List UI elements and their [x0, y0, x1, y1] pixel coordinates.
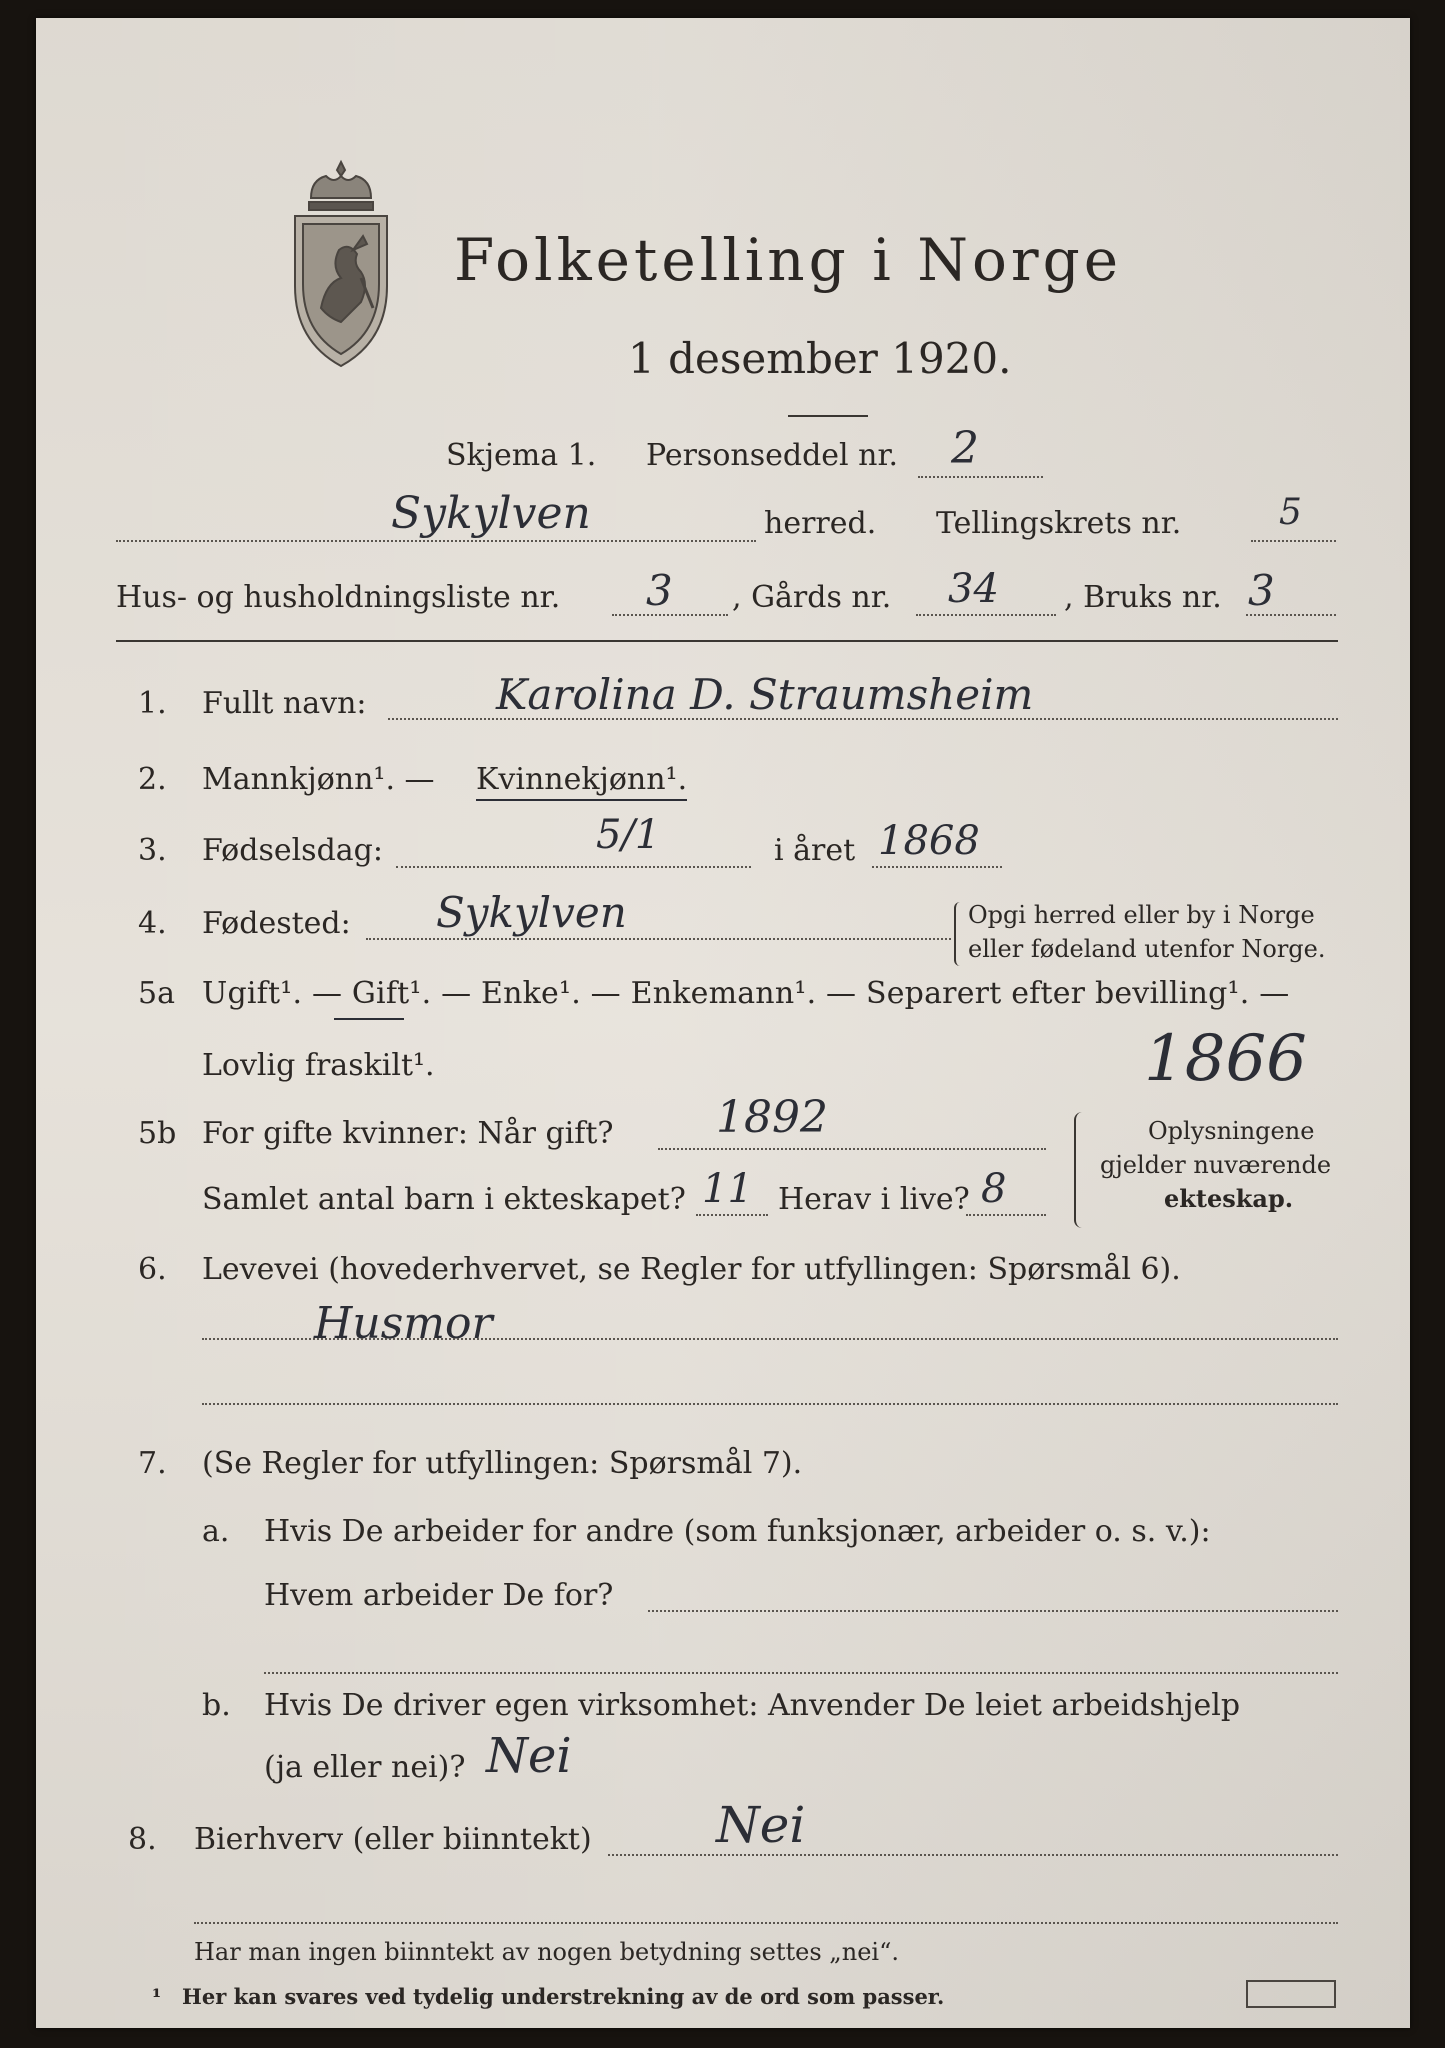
bruks-value: 3	[1248, 566, 1275, 615]
title-divider	[788, 415, 868, 417]
q4-note-brace	[954, 902, 966, 966]
q5a-options-line1: Ugift¹. — Gift¹. — Enke¹. — Enkemann¹. — Separert efter bevilling¹. —	[202, 976, 1290, 1011]
employer-line-1	[648, 1610, 1338, 1612]
liste-label: Hus- og husholdningsliste nr.	[116, 580, 561, 615]
herred-label: herred.	[764, 506, 877, 541]
footnote-mark: ¹	[152, 1984, 162, 2009]
alive-line	[966, 1214, 1046, 1216]
full-name-value: Karolina D. Straumsheim	[496, 670, 1034, 719]
personseddel-value: 2	[951, 423, 979, 474]
occupation-value: Husmor	[314, 1298, 493, 1349]
children-label: Samlet antal barn i ekteskapet?	[202, 1182, 686, 1217]
gards-line	[916, 614, 1056, 616]
side-income-value: Nei	[716, 1796, 806, 1854]
margin-note-value: 1866	[1144, 1022, 1307, 1096]
footer-note: Har man ingen biinntekt av nogen betydning settes „nei“.	[194, 1938, 899, 1966]
q3-number: 3.	[138, 833, 167, 868]
coat-of-arms-icon	[281, 158, 401, 373]
liste-value: 3	[646, 566, 673, 615]
q7a-letter: a.	[202, 1514, 230, 1549]
birthplace-value: Sykylven	[436, 888, 627, 937]
gards-value: 34	[948, 566, 999, 612]
q2-male-option: Mannkjønn¹. —	[202, 762, 435, 797]
q1-number: 1.	[138, 686, 167, 721]
children-value: 11	[702, 1166, 753, 1212]
birthday-value: 5/1	[596, 812, 661, 858]
q5b-number: 5b	[138, 1116, 177, 1151]
q4-note-line1: Opgi herred eller by i Norge	[968, 901, 1315, 929]
side-income-line-2	[194, 1922, 1338, 1924]
header-rule	[116, 640, 1338, 642]
birthday-line	[396, 866, 751, 868]
q5b-note-line2: gjelder nuværende	[1100, 1151, 1332, 1179]
q5a-options-line2: Lovlig fraskilt¹.	[202, 1048, 435, 1083]
q6-label: Levevei (hovederhvervet, se Regler for utfyllingen: Spørsmål 6).	[202, 1252, 1181, 1287]
q3-label: Fødselsdag:	[202, 833, 383, 868]
q5a-gift-underline	[334, 1018, 404, 1020]
q2-female-option-underlined: Kvinnekjønn¹.	[476, 762, 687, 801]
q7b-letter: b.	[202, 1688, 231, 1723]
tellingskrets-value: 5	[1279, 492, 1302, 533]
form-title: Folketelling i Norge	[454, 226, 1123, 294]
footnote-text: Her kan svares ved tydelig understrekning av de ord som passer.	[182, 1984, 945, 2009]
q8-label: Bierhverv (eller biinntekt)	[194, 1822, 592, 1857]
q5b-note-line3: ekteskap.	[1164, 1184, 1294, 1213]
census-date: 1 desember 1920.	[628, 334, 1012, 383]
occupation-line-1	[202, 1338, 1338, 1340]
year-label: i året	[774, 833, 856, 868]
married-label: For gifte kvinner: Når gift?	[202, 1116, 614, 1151]
occupation-line-2	[202, 1403, 1338, 1405]
schema-label: Skjema 1.	[446, 438, 597, 473]
personseddel-label: Personseddel nr.	[646, 438, 899, 473]
q2-number: 2.	[138, 762, 167, 797]
side-income-line	[608, 1854, 1338, 1856]
q7b-line2: (ja eller nei)?	[264, 1750, 466, 1785]
q4-number: 4.	[138, 906, 167, 941]
q7-number: 7.	[138, 1446, 167, 1481]
married-line	[658, 1148, 1046, 1150]
q5a-number: 5a	[138, 976, 175, 1011]
q5b-note-brace	[1074, 1112, 1088, 1228]
q7b-value: Nei	[486, 1728, 572, 1784]
alive-label: Herav i live?	[778, 1182, 970, 1217]
children-line	[696, 1214, 768, 1216]
q7a-line2: Hvem arbeider De for?	[264, 1578, 614, 1613]
employer-line-2	[264, 1672, 1338, 1674]
q4-note-line2: eller fødeland utenfor Norge.	[968, 935, 1326, 963]
bruks-label: , Bruks nr.	[1064, 580, 1222, 615]
herred-value: Sykylven	[391, 488, 591, 539]
year-line	[872, 866, 1002, 868]
q8-number: 8.	[128, 1822, 157, 1857]
q5b-note-line1: Oplysningene	[1148, 1117, 1315, 1145]
tellingskrets-label: Tellingskrets nr.	[936, 506, 1182, 541]
printer-stamp	[1246, 1980, 1336, 2008]
alive-value: 8	[981, 1166, 1007, 1212]
q7b-line1: Hvis De driver egen virksomhet: Anvender De leiet arbeidshjelp	[264, 1688, 1241, 1723]
q4-label: Fødested:	[202, 906, 351, 941]
q7a-line1: Hvis De arbeider for andre (som funksjonær, arbeider o. s. v.):	[264, 1514, 1211, 1549]
year-value: 1868	[878, 818, 980, 864]
q7-label: (Se Regler for utfyllingen: Spørsmål 7).	[202, 1446, 803, 1481]
q6-number: 6.	[138, 1252, 167, 1287]
personseddel-line	[918, 476, 1043, 478]
herred-line	[116, 540, 756, 542]
gards-label: , Gårds nr.	[732, 580, 892, 615]
census-form-sheet	[36, 18, 1410, 2028]
tellingskrets-line	[1251, 540, 1336, 542]
birthplace-line	[366, 938, 951, 940]
married-year-value: 1892	[716, 1092, 828, 1143]
q1-label: Fullt navn:	[202, 686, 367, 721]
